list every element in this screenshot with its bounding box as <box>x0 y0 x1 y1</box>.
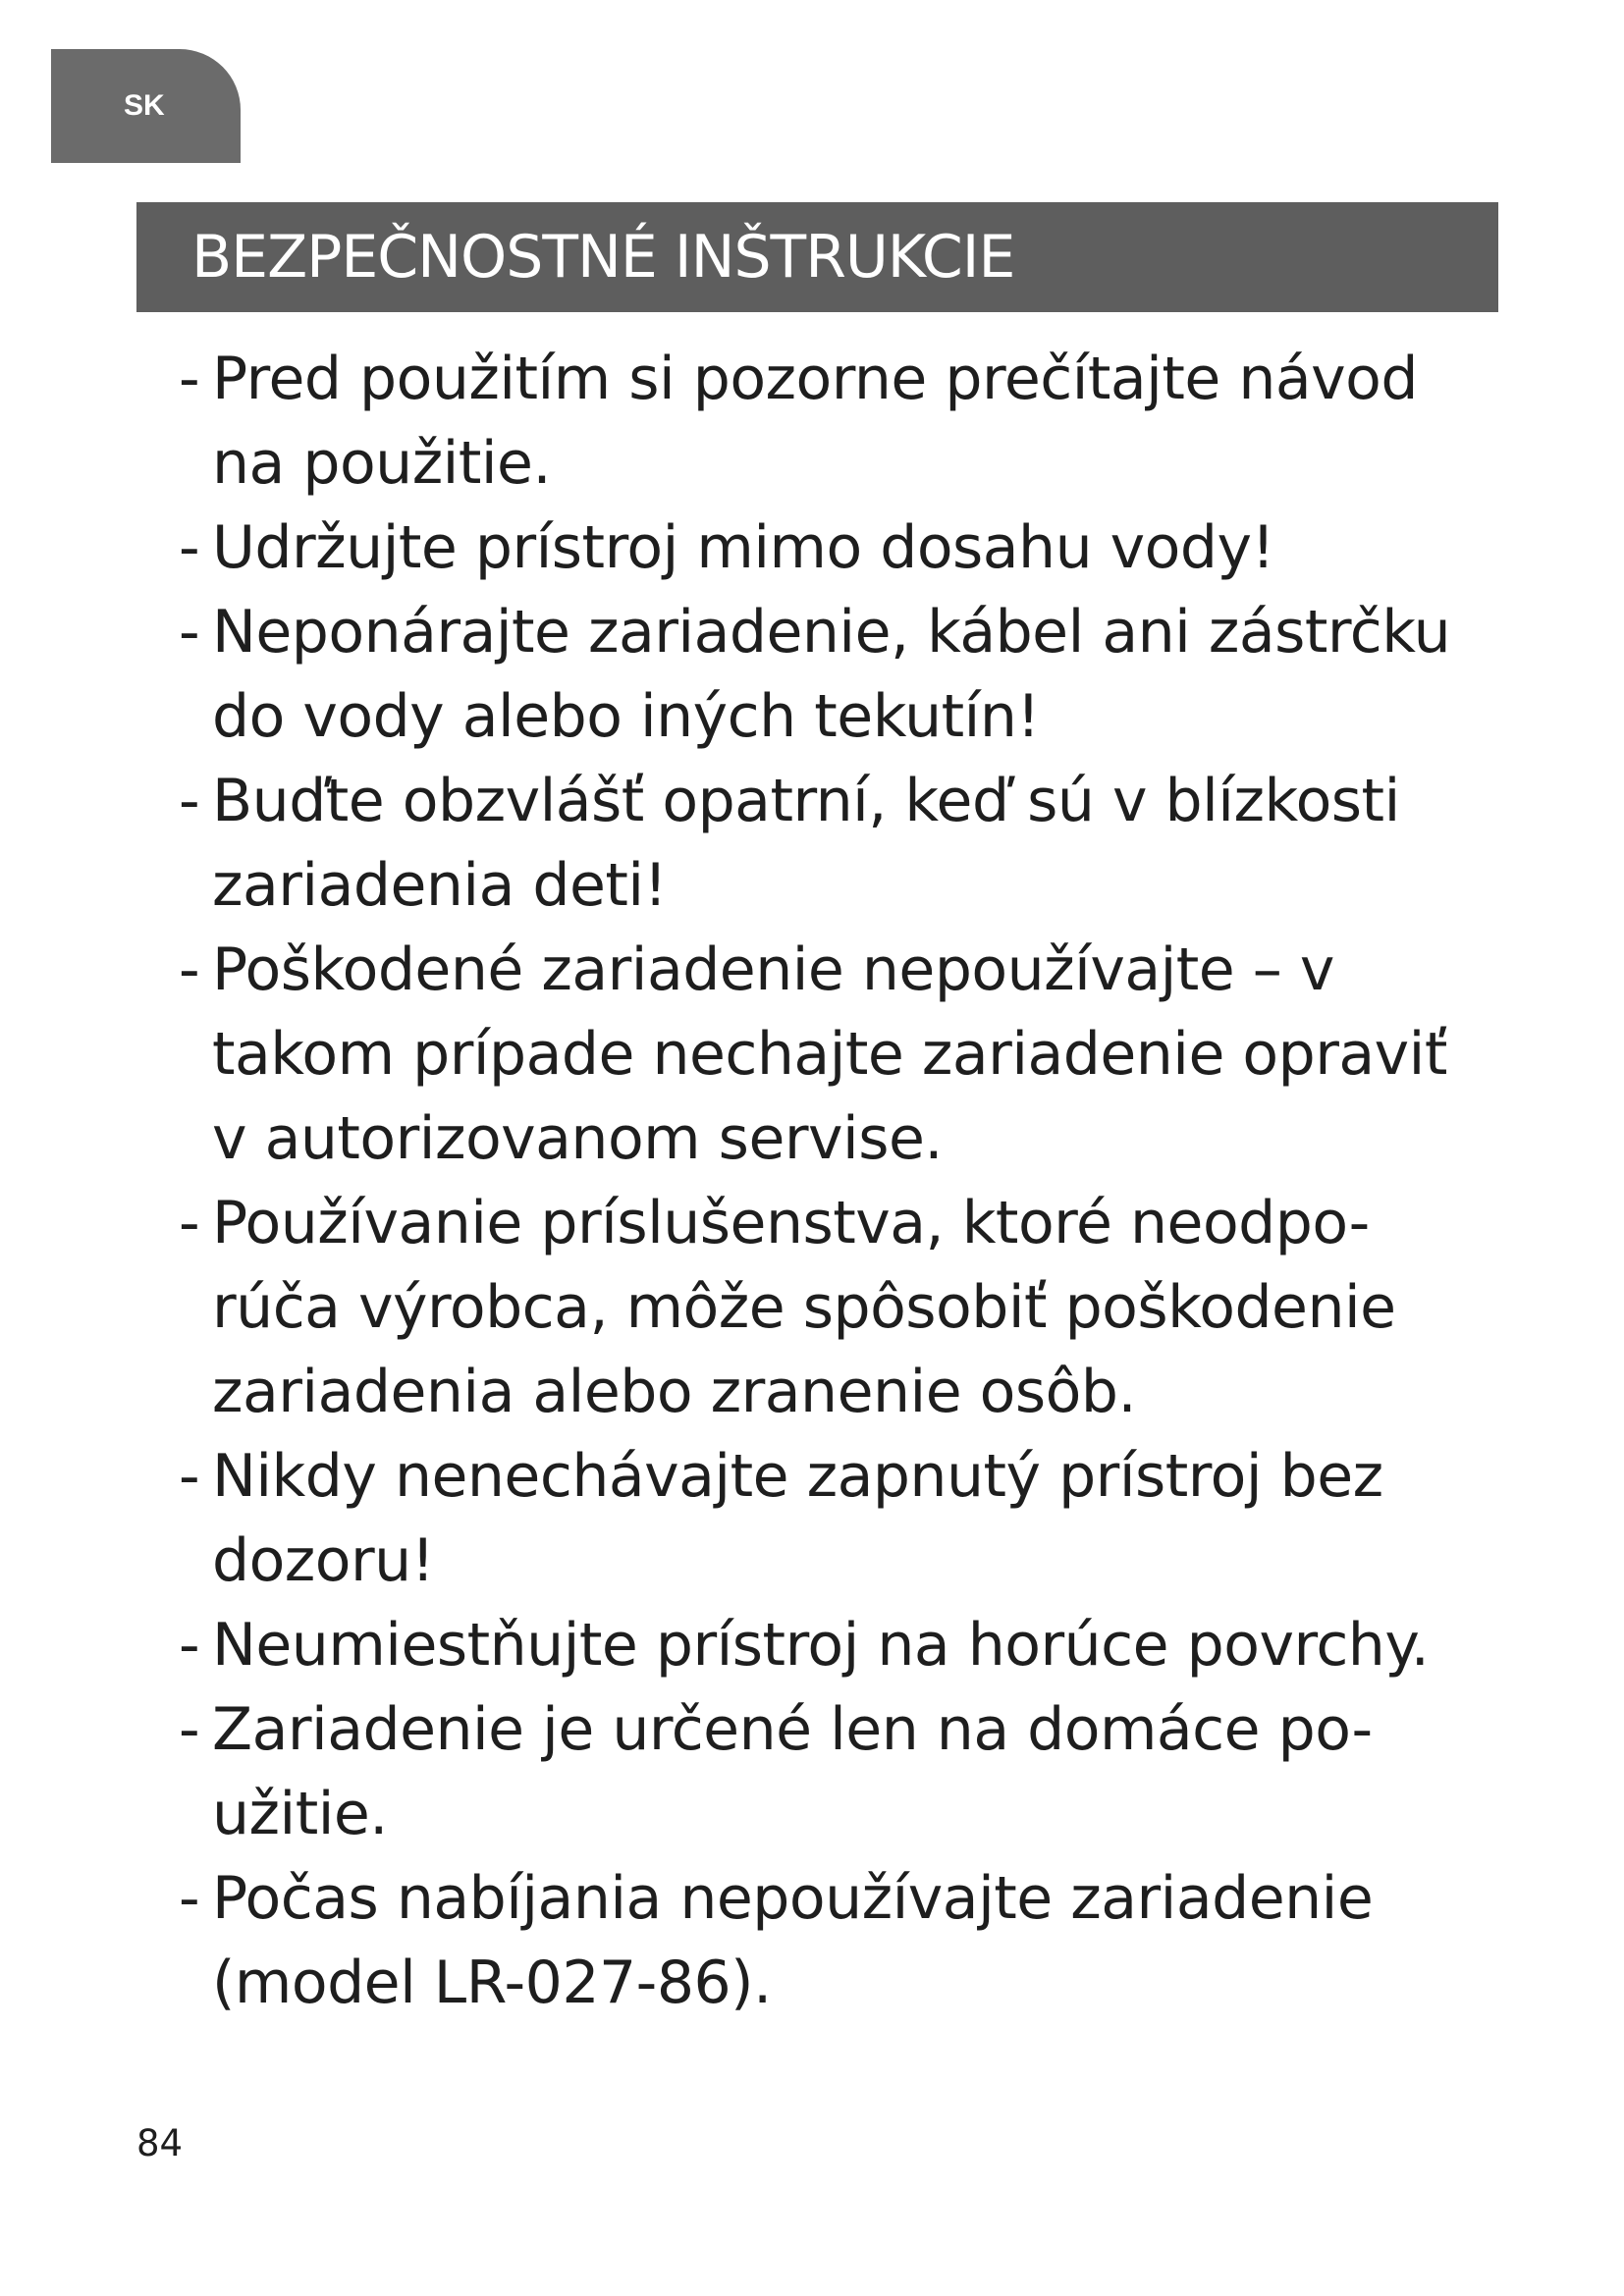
instruction-item <box>179 337 1553 506</box>
instruction-line: v autorizovanom servise. <box>212 1104 943 1173</box>
bullet-dash: - <box>179 1695 200 1764</box>
instruction-line: Neumiestňujte prístroj na horúce povrchy. <box>212 1611 1430 1680</box>
instruction-line: Počas nabíjania nepoužívajte zariadenie <box>212 1864 1374 1933</box>
instruction-line: Buďte obzvlášť opatrní, keď sú v blízkosti <box>212 767 1400 835</box>
instruction-line: na použitie. <box>212 429 552 498</box>
instruction-line: zariadenia deti! <box>212 851 668 920</box>
instruction-item <box>179 1181 1553 1434</box>
instruction-line: (model LR-027-86). <box>212 1949 772 2017</box>
instruction-item <box>179 590 1553 759</box>
instruction-item <box>179 1856 1553 2025</box>
page-number: 84 <box>136 2122 184 2164</box>
instruction-line: rúča výrobca, môže spôsobiť poškodenie <box>212 1273 1396 1342</box>
instruction-item <box>179 1687 1553 1856</box>
instruction-item <box>179 1603 1553 1687</box>
section-title: BEZPEČNOSTNÉ INŠTRUKCIE <box>191 223 1015 292</box>
bullet-dash: - <box>179 1442 200 1511</box>
language-tab <box>51 49 241 163</box>
instruction-line: takom prípade nechajte zariadenie opraviť <box>212 1020 1447 1089</box>
bullet-dash: - <box>179 598 200 667</box>
instruction-line: Nikdy nenechávajte zapnutý prístroj bez <box>212 1442 1383 1511</box>
bullet-dash: - <box>179 1611 200 1680</box>
safety-instructions-list <box>179 337 1553 2025</box>
instruction-line: dozoru! <box>212 1526 435 1595</box>
instruction-item <box>179 506 1553 590</box>
bullet-dash: - <box>179 935 200 1004</box>
bullet-dash: - <box>179 513 200 582</box>
instruction-line: Neponárajte zariadenie, kábel ani zástrčku <box>212 598 1451 667</box>
instruction-item <box>179 1434 1553 1603</box>
instruction-item <box>179 928 1553 1181</box>
instruction-line: Udržujte prístroj mimo dosahu vody! <box>212 513 1275 582</box>
instruction-line: Poškodené zariadenie nepoužívajte – v <box>212 935 1334 1004</box>
instruction-item <box>179 759 1553 928</box>
bullet-dash: - <box>179 1189 200 1257</box>
language-tab-label: SK <box>124 89 165 122</box>
section-title-bar <box>136 202 1498 312</box>
bullet-dash: - <box>179 345 200 413</box>
bullet-dash: - <box>179 767 200 835</box>
instruction-line: zariadenia alebo zranenie osôb. <box>212 1358 1137 1426</box>
instruction-line: Pred použitím si pozorne prečítajte návod <box>212 345 1418 413</box>
instruction-line: Zariadenie je určené len na domáce po- <box>212 1695 1373 1764</box>
instruction-line: Používanie príslušenstva, ktoré neodpo- <box>212 1189 1370 1257</box>
instruction-line: do vody alebo iných tekutín! <box>212 682 1040 751</box>
bullet-dash: - <box>179 1864 200 1933</box>
instruction-line: užitie. <box>212 1780 388 1848</box>
